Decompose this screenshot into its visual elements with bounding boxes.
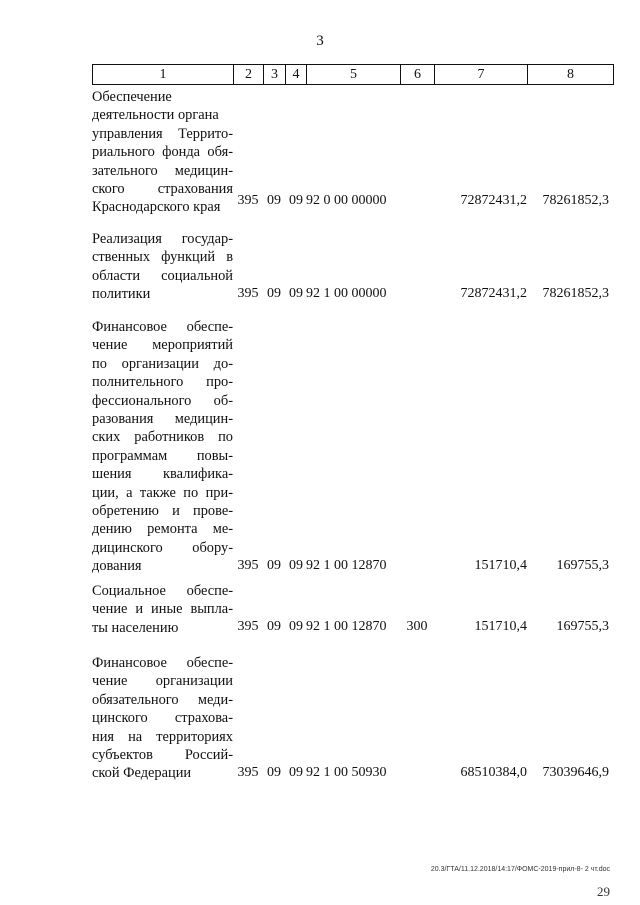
row-name-line: ты населению — [92, 619, 179, 636]
row-cell-7: 72872431,2 — [460, 193, 527, 208]
row-cell-5: 92 1 00 12870 — [306, 558, 387, 573]
row-name-line: обретению и прове- — [92, 502, 233, 519]
row-cell-7: 68510384,0 — [460, 765, 527, 780]
row-name-line: полнительного про- — [92, 374, 233, 391]
row-cell-7: 72872431,2 — [460, 286, 527, 301]
row-name-line: чение мероприятий — [92, 337, 233, 354]
row-name-line: Социальное обеспе- — [92, 583, 233, 599]
row-name-line: ции, а также по при- — [92, 484, 233, 501]
row-cell-3: 09 — [267, 193, 281, 208]
row-name — [92, 318, 233, 575]
row-name-line: дению ремонта ме- — [92, 521, 233, 538]
row-cell-2: 395 — [237, 286, 259, 301]
row-name — [92, 582, 233, 637]
row-name-line: дования — [92, 558, 142, 575]
row-cell-8: 169755,3 — [556, 619, 609, 634]
column-header-1: 1 — [93, 65, 234, 84]
row-cell-4: 09 — [289, 286, 303, 301]
row-cell-8: 169755,3 — [556, 558, 609, 573]
row-name — [92, 230, 233, 304]
row-cell-3: 09 — [267, 558, 281, 573]
row-cell-8: 78261852,3 — [542, 286, 609, 301]
row-cell-2: 395 — [237, 193, 259, 208]
row-name — [92, 88, 233, 217]
row-name-line: ния на территориях — [92, 728, 233, 745]
column-header-8: 8 — [567, 67, 574, 82]
row-name-line: политики — [92, 286, 151, 303]
row-cell-5: 92 1 00 50930 — [306, 765, 387, 780]
row-name-line: ских работников по — [92, 429, 233, 446]
footer-page-number: 29 — [597, 884, 610, 899]
row-cell-4: 09 — [289, 765, 303, 780]
row-cell-5: 92 0 00 00000 — [306, 193, 387, 208]
row-name-line: управления Террито- — [92, 125, 233, 142]
row-name-line: Обеспечение деятельности органа — [92, 89, 219, 124]
row-cell-4: 09 — [289, 193, 303, 208]
column-header-4: 4 — [286, 65, 307, 84]
row-name-line: области социальной — [92, 267, 233, 284]
row-cell-6: 300 — [406, 619, 428, 634]
row-name-line: программам повы- — [92, 447, 233, 464]
row-name — [92, 654, 233, 783]
row-cell-5: 92 1 00 12870 — [306, 619, 387, 634]
row-cell-8: 73039646,9 — [542, 765, 609, 780]
row-name-line: Финансовое обеспе- — [92, 319, 233, 335]
page-number: 3 — [316, 33, 324, 49]
row-name-line: риального фонда обя- — [92, 144, 233, 161]
row-cell-7: 151710,4 — [474, 558, 527, 573]
row-cell-3: 09 — [267, 286, 281, 301]
row-name-line: зательного медицин- — [92, 162, 233, 179]
column-header-7: 7 — [435, 65, 528, 84]
column-header-row — [92, 64, 614, 85]
row-name-line: чение и иные выпла- — [92, 601, 233, 618]
column-header-6: 6 — [401, 65, 435, 84]
row-cell-4: 09 — [289, 558, 303, 573]
document-reference: 20.3/ГТА/11.12.2018/14:17/ФОМС-2019-прил-8- 2 чт.doc — [430, 866, 610, 873]
row-name-line: фессионального об- — [92, 392, 233, 409]
row-name-line: ственных функций в — [92, 249, 233, 266]
row-name-line: дицинского обору- — [92, 539, 233, 556]
row-cell-2: 395 — [237, 765, 259, 780]
row-name-line: разования медицин- — [92, 410, 233, 427]
row-cell-2: 395 — [237, 558, 259, 573]
column-header-3: 3 — [264, 65, 286, 84]
row-name-line: Финансовое обеспе- — [92, 655, 233, 671]
row-cell-2: 395 — [237, 619, 259, 634]
row-name-line: по организации до- — [92, 355, 233, 372]
row-name-line: чение организации — [92, 673, 233, 690]
row-name-line: шения квалифика- — [92, 466, 233, 483]
row-cell-8: 78261852,3 — [542, 193, 609, 208]
row-name-line: ской Федерации — [92, 765, 192, 782]
row-name-line: Краснодарского края — [92, 199, 221, 216]
row-cell-5: 92 1 00 00000 — [306, 286, 387, 301]
row-cell-3: 09 — [267, 619, 281, 634]
row-name-line: субъектов Россий- — [92, 746, 233, 763]
row-cell-4: 09 — [289, 619, 303, 634]
row-name-line: цинского страхова- — [92, 710, 233, 727]
row-name-line: Реализация государ- — [92, 231, 233, 247]
row-name-line: ского страхования — [92, 180, 233, 197]
row-name-line: обязательного меди- — [92, 691, 233, 708]
column-header-5: 5 — [307, 65, 401, 84]
row-cell-7: 151710,4 — [474, 619, 527, 634]
row-cell-3: 09 — [267, 765, 281, 780]
column-header-2: 2 — [234, 65, 264, 84]
